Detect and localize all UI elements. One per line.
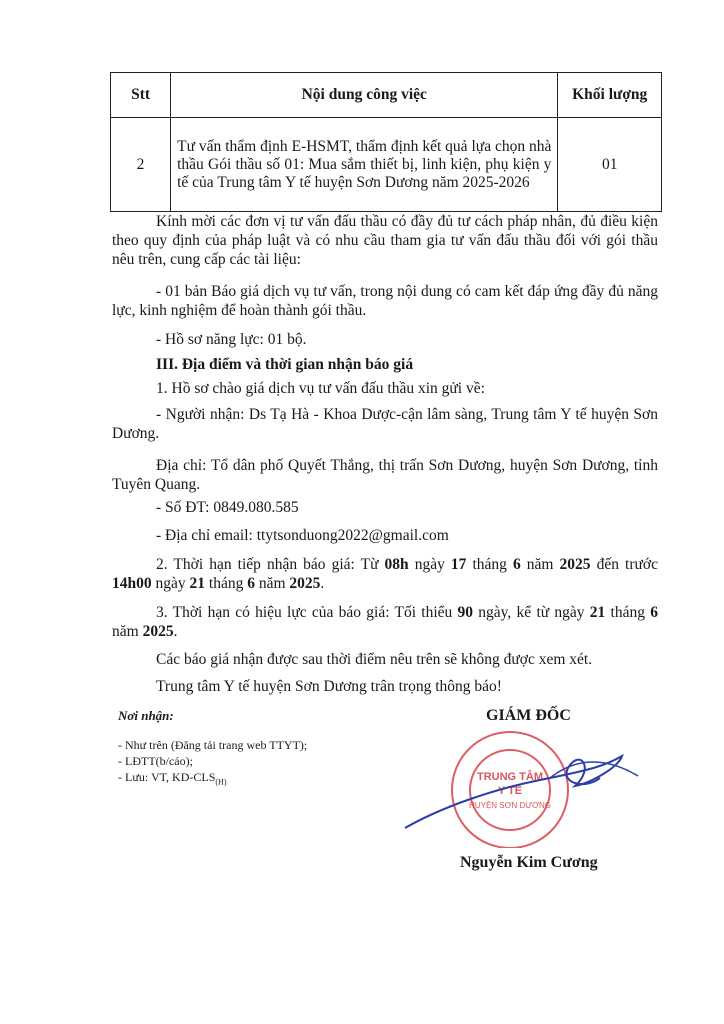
official-stamp-and-signature <box>400 728 640 848</box>
stamp-text-line2: Y TẾ <box>497 785 523 797</box>
item-2: 2. Thời hạn tiếp nhận báo giá: Từ 08h ngày 17 tháng 6 năm 2025 đến trước 14h00 ngày 21 tháng 6 năm 2025. <box>112 556 658 592</box>
work-table <box>110 72 662 212</box>
address-line: Địa chỉ: Tổ dân phố Quyết Thắng, thị trấn Sơn Dương, huyện Sơn Dương, tỉnh Tuyên Quang. <box>112 457 658 493</box>
recipient-item: - LĐTT(b/cáo); <box>118 754 193 768</box>
intro-paragraph: Kính mời các đơn vị tư vấn đấu thầu có đầy đủ tư cách pháp nhân, đủ điều kiện theo quy định của pháp luật và có nhu cầu tham gia tư vấn đấu thầu đối với gói thầu nêu trên, cung cấp các tài liệu: <box>112 213 658 268</box>
stamp-text-line1: TRUNG TÂM <box>477 771 543 783</box>
cell-content: Tư vấn thẩm định E-HSMT, thẩm định kết quả lựa chọn nhà thầu Gói thầu số 01: Mua sắm thiết bị, linh kiện, phụ kiện y tế của Trung tâm Y tế huyện Sơn Dương năm 2025-2026 <box>171 118 558 212</box>
recipient-line: - Người nhận: Ds Tạ Hà - Khoa Dược-cận lâm sàng, Trung tâm Y tế huyện Sơn Dương. <box>112 406 658 442</box>
signer-name: Nguyễn Kim Cương <box>460 854 598 871</box>
stamp-text-line3: HUYỆN SƠN DƯƠNG <box>469 801 551 810</box>
cell-volume: 01 <box>558 118 662 212</box>
late-submission-note: Các báo giá nhận được sau thời điểm nêu trên sẽ không được xem xét. <box>156 651 593 668</box>
table-header-row <box>111 73 662 118</box>
item-1: 1. Hồ sơ chào giá dịch vụ tư vấn đấu thầu xin gửi về: <box>156 380 485 397</box>
document-requirement-2: - Hồ sơ năng lực: 01 bộ. <box>156 331 307 348</box>
cell-stt: 2 <box>111 118 171 212</box>
item-3: 3. Thời hạn có hiệu lực của báo giá: Tối thiểu 90 ngày, kể từ ngày 21 tháng 6 năm 2025. <box>112 604 658 640</box>
header-stt: Stt <box>111 73 171 118</box>
director-title: GIÁM ĐỐC <box>486 707 571 724</box>
phone-line: - Số ĐT: 0849.080.585 <box>156 499 299 516</box>
recipient-item: - Như trên (Đăng tải trang web TTYT); <box>118 738 308 752</box>
recipient-item: - Lưu: VT, $KD-CLS_{(H)}$ <box>118 770 227 787</box>
table-row <box>111 118 662 212</box>
section-3-title: III. Địa điểm và thời gian nhận báo giá <box>156 356 414 373</box>
recipients-title: Nơi nhận: <box>118 708 174 723</box>
header-volume: Khối lượng <box>558 73 662 118</box>
closing-line: Trung tâm Y tế huyện Sơn Dương trân trọng thông báo! <box>156 678 502 695</box>
header-content: Nội dung công việc <box>171 73 558 118</box>
email-line: - Địa chỉ email: ttytsonduong2022@gmail.com <box>156 527 449 544</box>
document-requirement-1: - 01 bản Báo giá dịch vụ tư vấn, trong nội dung có cam kết đáp ứng đầy đủ năng lực, kinh nghiệm để hoàn thành gói thầu. <box>112 283 658 319</box>
